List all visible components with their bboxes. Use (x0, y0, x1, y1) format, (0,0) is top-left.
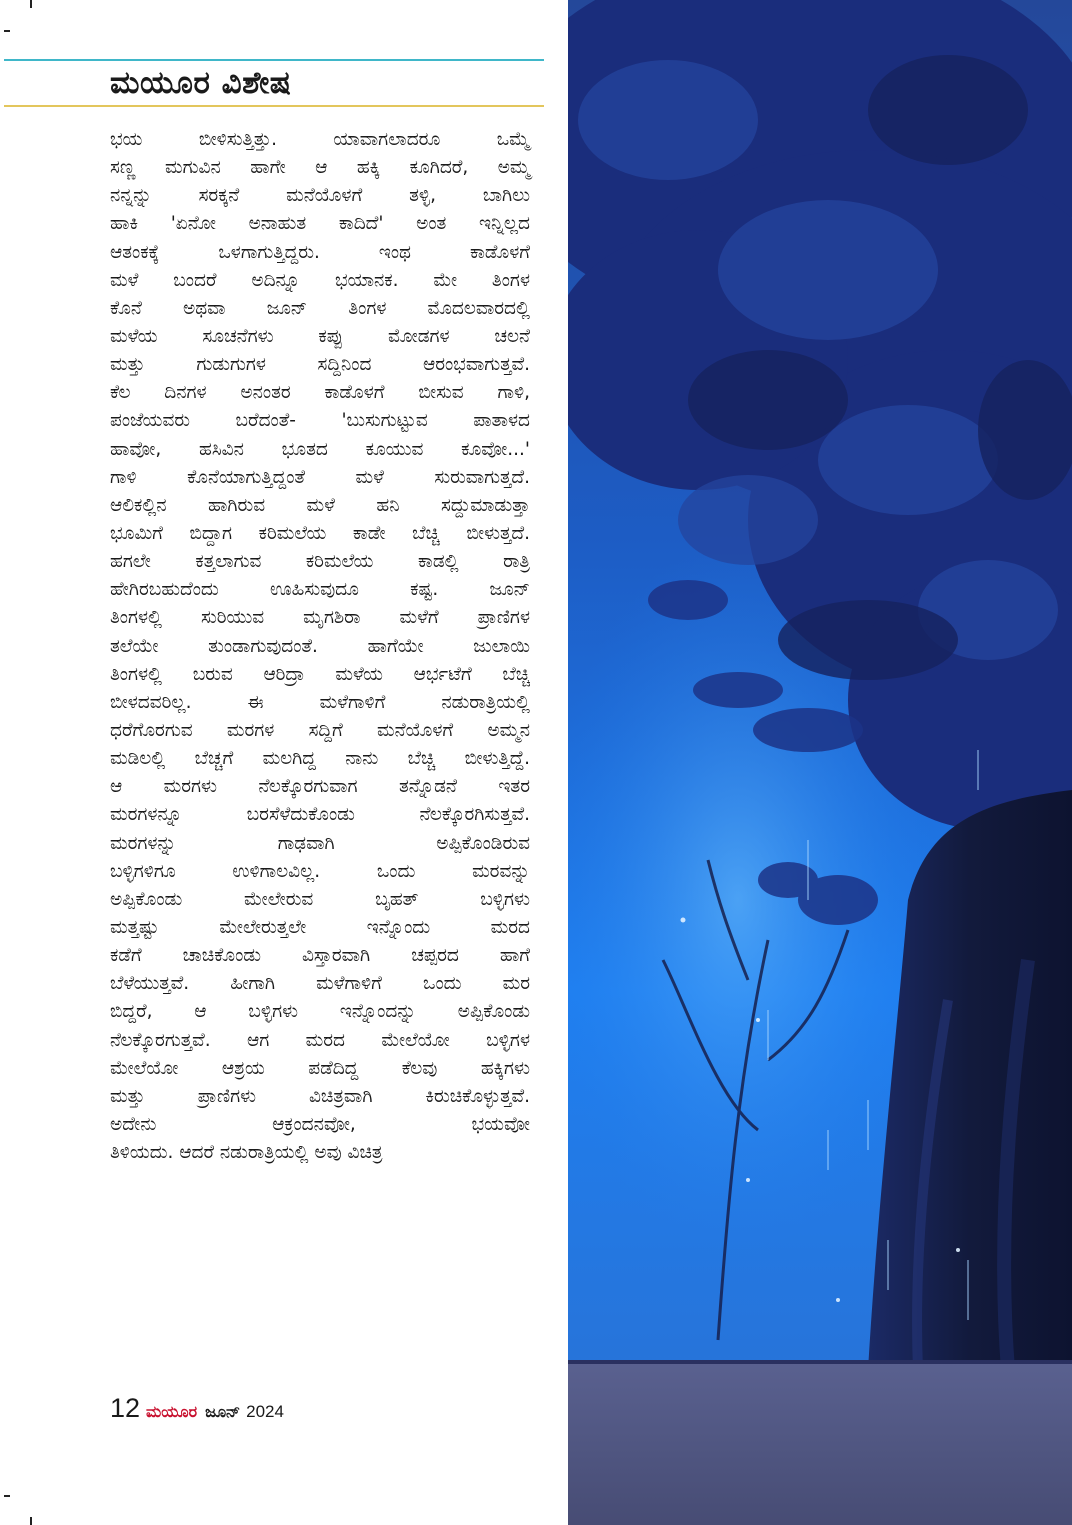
magazine-brand: ಮಯೂರ (146, 1402, 198, 1421)
article-line: ಬೆಳೆಯುತ್ತವೆ. ಹೀಗಾಗಿ ಮಳೆಗಾಳಿಗೆ ಒಂದು ಮರ (110, 973, 530, 995)
article-line: ಆತಂಕಕ್ಕೆ ಒಳಗಾಗುತ್ತಿದ್ದರು. ಇಂಥ ಕಾಡೊಳಗೆ (110, 241, 530, 263)
article-line: ಅದೇನು ಆಕ್ರಂದನವೋ, ಭಯವೋ (110, 1113, 530, 1135)
article-line: ಹೇಗಿರಬಹುದೆಂದು ಊಹಿಸುವುದೂ ಕಷ್ಟ. ಜೂನ್ (110, 579, 530, 601)
article-line: ಪಂಜೆಯವರು ಬರೆದಂತೆ- 'ಬುಸುಗುಟ್ಟುವ ಪಾತಾಳದ (110, 410, 530, 432)
article-line: ಮರಗಳನ್ನು ಗಾಢವಾಗಿ ಅಪ್ಪಿಕೊಂಡಿರುವ (110, 832, 530, 854)
article-line: ಬಿದ್ದರೆ, ಆ ಬಳ್ಳಿಗಳು ಇನ್ನೊಂದನ್ನು ಅಪ್ಪಿಕೊಂಡು (110, 1001, 530, 1023)
article-line: ಮರಗಳನ್ನೂ ಬರಸೆಳೆದುಕೊಂಡು ನೆಲಕ್ಕೊರಗಿಸುತ್ತವೆ. (110, 804, 530, 826)
crop-mark (30, 0, 32, 8)
article-line: ಮತ್ತಷ್ಟು ಮೇಲೇರುತ್ತಲೇ ಇನ್ನೊಂದು ಮರದ (110, 916, 530, 938)
article-line: ಮತ್ತು ಗುಡುಗುಗಳ ಸದ್ದಿನಿಂದ ಆರಂಭವಾಗುತ್ತವೆ. (110, 354, 530, 376)
article-line: ನನ್ನನ್ನು ಸರಕ್ಕನೆ ಮನೆಯೊಳಗೆ ತಳ್ಳಿ, ಬಾಗಿಲು (110, 185, 530, 207)
article-body (110, 126, 530, 1167)
article-line: ಆಲಿಕಲ್ಲಿನ ಹಾಗಿರುವ ಮಳೆ ಹನಿ ಸದ್ದುಮಾಡುತ್ತಾ (110, 494, 530, 516)
header-rule-top (4, 59, 544, 61)
article-line: ತಲೆಯೇ ತುಂಡಾಗುವುದಂತೆ. ಹಾಗೆಯೇ ಜುಲಾಯಿ (110, 635, 530, 657)
article-line: ಧರೆಗೊರಗುವ ಮರಗಳ ಸದ್ದಿಗೆ ಮನೆಯೊಳಗೆ ಅಮ್ಮನ (110, 719, 530, 741)
issue-month: ಜೂನ್ (205, 1402, 241, 1421)
page-number: 12 (110, 1393, 141, 1423)
article-line: ಅಪ್ಪಿಕೊಂಡು ಮೇಲೇರುವ ಬೃಹತ್ ಬಳ್ಳಿಗಳು (110, 888, 530, 910)
crop-mark (30, 1517, 32, 1525)
article-line: ಕೊನೆ ಅಥವಾ ಜೂನ್ ತಿಂಗಳ ಮೊದಲವಾರದಲ್ಲಿ (110, 297, 530, 319)
article-line: ಮೇಲೆಯೋ ಆಶ್ರಯ ಪಡೆದಿದ್ದ ಕೆಲವು ಹಕ್ಕಿಗಳು (110, 1057, 530, 1079)
article-line: ಹಗಲೇ ಕತ್ತಲಾಗುವ ಕರಿಮಲೆಯ ಕಾಡಲ್ಲಿ ರಾತ್ರಿ (110, 551, 530, 573)
article-line: ಹಾಕಿ 'ಏನೋ ಅನಾಹುತ ಕಾದಿದೆ' ಅಂತ ಇನ್ನಿಲ್ಲದ (110, 213, 530, 235)
header-rule-bottom (4, 105, 544, 107)
article-line: ಗಾಳಿ ಕೊನೆಯಾಗುತ್ತಿದ್ದಂತೆ ಮಳೆ ಸುರುವಾಗುತ್ತದೆ. (110, 466, 530, 488)
crop-mark (4, 30, 10, 32)
article-line: ತಿಂಗಳಲ್ಲಿ ಸುರಿಯುವ ಮೃಗಶಿರಾ ಮಳೆಗೆ ಪ್ರಾಣಿಗಳ (110, 607, 530, 629)
article-line: ಸಣ್ಣ ಮಗುವಿನ ಹಾಗೇ ಆ ಹಕ್ಕಿ ಕೂಗಿದರೆ, ಅಮ್ಮ (110, 157, 530, 179)
crop-mark (4, 1495, 10, 1497)
article-line: ಹಾವೋ, ಹಸಿವಿನ ಭೂತದ ಕೂಯುವ ಕೂವೋ...' (110, 438, 530, 460)
article-line: ಕೆಲ ದಿನಗಳ ಅನಂತರ ಕಾಡೊಳಗೆ ಬೀಸುವ ಗಾಳಿ, (110, 382, 530, 404)
article-line: ತಿಂಗಳಲ್ಲಿ ಬರುವ ಆರಿದ್ರಾ ಮಳೆಯ ಆರ್ಭಟೆಗೆ ಬೆಚ್ಚಿ (110, 663, 530, 685)
article-line: ಬೀಳದವರಿಲ್ಲ. ಈ ಮಳೆಗಾಳಿಗೆ ನಡುರಾತ್ರಿಯಲ್ಲಿ (110, 691, 530, 713)
issue-year: 2024 (246, 1402, 284, 1421)
article-line: ಕಡೆಗೆ ಚಾಚಿಕೊಂಡು ವಿಸ್ತಾರವಾಗಿ ಚಪ್ಪರದ ಹಾಗೆ (110, 945, 530, 967)
article-line: ಭೂಮಿಗೆ ಬಿದ್ದಾಗ ಕರಿಮಲೆಯ ಕಾಡೇ ಬೆಚ್ಚಿ ಬೀಳುತ್ತದೆ. (110, 522, 530, 544)
article-line: ಮಳೆ ಬಂದರೆ ಅದಿನ್ನೂ ಭಯಾನಕ. ಮೇ ತಿಂಗಳ (110, 269, 530, 291)
article-line: ನೆಲಕ್ಕೊರಗುತ್ತವೆ. ಆಗ ಮರದ ಮೇಲೆಯೋ ಬಳ್ಳಿಗಳ (110, 1029, 530, 1051)
article-line: ಮತ್ತು ಪ್ರಾಣಿಗಳು ವಿಚಿತ್ರವಾಗಿ ಕಿರುಚಿಕೊಳ್ಳುತ್ತವೆ. (110, 1085, 530, 1107)
article-line: ಬಳ್ಳಿಗಳಿಗೂ ಉಳಿಗಾಲವಿಲ್ಲ. ಒಂದು ಮರವನ್ನು (110, 860, 530, 882)
article-line: ಆ ಮರಗಳು ನೆಲಕ್ಕೊರಗುವಾಗ ತನ್ನೊಡನೆ ಇತರ (110, 776, 530, 798)
section-title: ಮಯೂರ ವಿಶೇಷ (110, 65, 292, 101)
article-line: ಮಡಿಲಲ್ಲಿ ಬೆಚ್ಚಗೆ ಮಲಗಿದ್ದ ನಾನು ಬೆಚ್ಚಿ ಬೀಳುತ್ತಿದ್ದೆ. (110, 748, 530, 770)
article-line: ಭಯ ಬೀಳಿಸುತ್ತಿತ್ತು. ಯಾವಾಗಲಾದರೂ ಒಮ್ಮೆ (110, 129, 530, 150)
page-footer (110, 1393, 284, 1424)
night-rain-tree-painting (568, 0, 1072, 1525)
article-line: ತಿಳಿಯದು. ಆದರೆ ನಡುರಾತ್ರಿಯಲ್ಲಿ ಅವು ವಿಚಿತ್ರ (110, 1142, 383, 1164)
article-line: ಮಳೆಯ ಸೂಚನೆಗಳು ಕಪ್ಪು ಮೋಡಗಳ ಚಲನೆ (110, 325, 530, 347)
